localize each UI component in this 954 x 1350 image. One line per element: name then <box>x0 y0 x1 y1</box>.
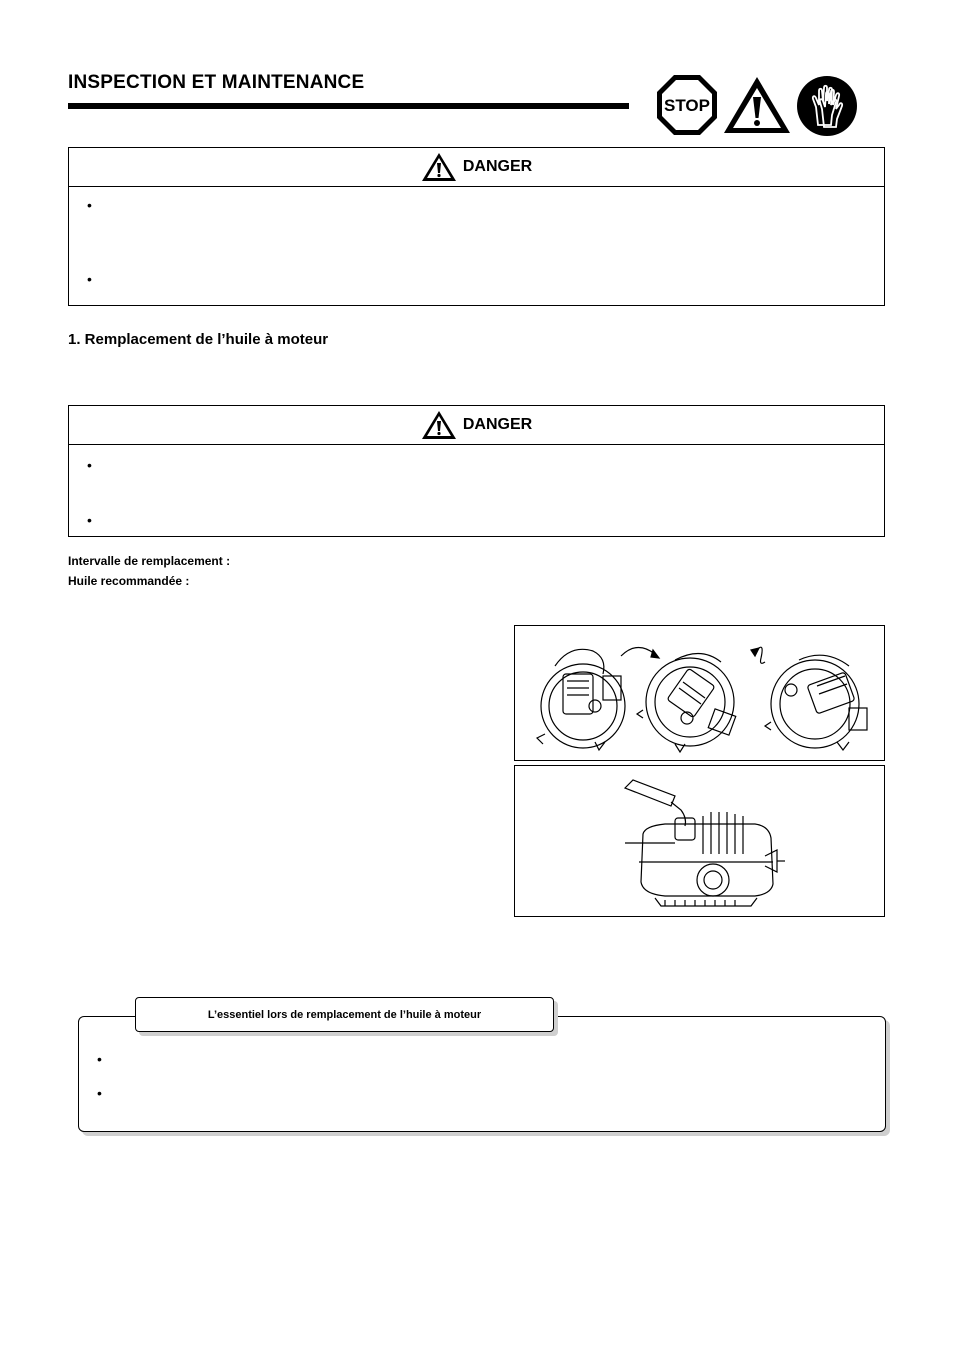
page-title: INSPECTION ET MAINTENANCE <box>68 72 365 93</box>
danger-header <box>69 406 884 445</box>
oil-filling-figure <box>514 765 885 917</box>
note-title: L’essentiel lors de remplacement de l’huile à moteur <box>135 997 554 1032</box>
danger-label: DANGER <box>462 416 533 433</box>
oil-filling-illustration <box>515 766 884 916</box>
bullet: • <box>97 1051 102 1067</box>
engine-rotation-illustration <box>515 626 884 760</box>
title-rule <box>68 103 629 109</box>
stop-sign-text: STOP <box>664 96 710 115</box>
bullet: • <box>87 271 92 287</box>
interval-label: Intervalle de remplacement : <box>68 554 231 568</box>
danger-box-1 <box>68 147 885 306</box>
stop-sign-icon <box>655 73 719 137</box>
warning-triangle-icon <box>421 410 457 440</box>
warning-triangle-icon <box>421 152 457 182</box>
bullet: • <box>87 512 92 528</box>
gloves-icon <box>796 75 858 137</box>
section-title: 1. Remplacement de l’huile à moteur <box>68 331 329 348</box>
danger-box-2 <box>68 405 885 537</box>
bullet: • <box>87 197 92 213</box>
danger-label: DANGER <box>462 158 533 175</box>
engine-rotation-figure <box>514 625 885 761</box>
oil-label: Huile recommandée : <box>68 574 190 588</box>
danger-header <box>69 148 884 187</box>
bullet: • <box>97 1085 102 1101</box>
note-frame <box>78 1016 886 1132</box>
bullet: • <box>87 457 92 473</box>
warning-triangle-icon <box>722 75 792 135</box>
